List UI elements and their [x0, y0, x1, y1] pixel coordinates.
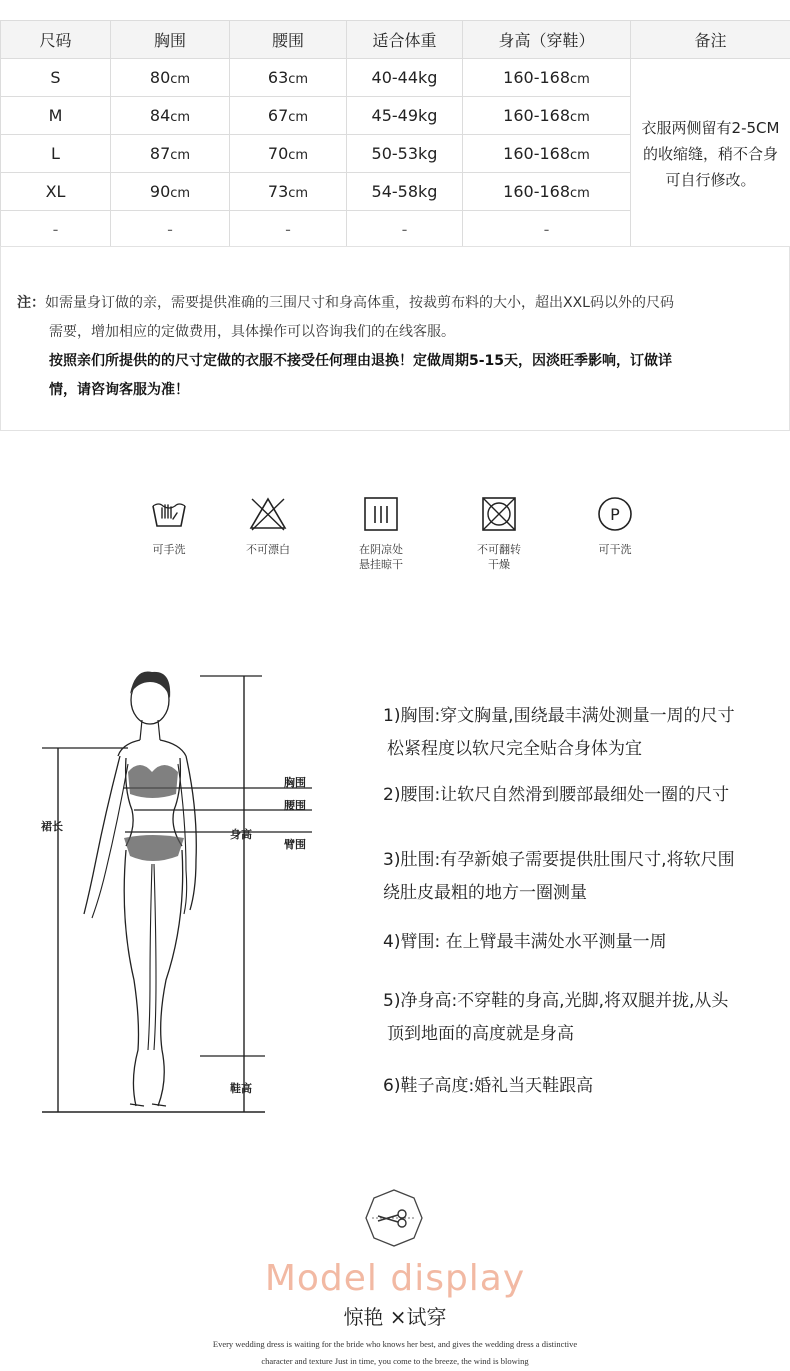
size-cell: M [1, 97, 111, 135]
height-cell: 160-168cm [463, 135, 631, 173]
notice-line-3: 按照亲们所提供的的尺寸定做的衣服不接受任何理由退换！定做周期5-15天，因淡旺季影响，订做详 [49, 353, 673, 369]
note-cell: 衣服两侧留有2-5CM 的收缩缝，稍不合身 可自行修改。 [631, 59, 790, 249]
table-row [1, 59, 790, 97]
chest-cell: 84cm [111, 97, 230, 135]
model-display-subtitle: 惊艳 ×试穿 [343, 1305, 447, 1329]
care-caption: 可干洗 [598, 543, 632, 556]
size-cell: XL [1, 173, 111, 211]
measure-item-waist: 2)腰围:让软尺自然滑到腰部最细处一圈的尺寸 [383, 785, 730, 805]
header-weight: 适合体重 [347, 21, 463, 59]
no-bleach-icon [248, 496, 288, 532]
header-size: 尺码 [1, 21, 111, 59]
custom-order-notice [0, 246, 790, 431]
waist-cell: 63cm [230, 59, 347, 97]
care-caption: 不可漂白 [246, 543, 290, 556]
empty-cell: - [111, 211, 230, 249]
dry-clean-icon [595, 496, 635, 532]
svg-text:P: P [610, 505, 620, 524]
height-cell: 160-168cm [463, 97, 631, 135]
scissors-badge-icon [364, 1188, 424, 1248]
measure-item-arm: 4)臂围: 在上臂最丰满处水平测量一周 [383, 932, 667, 952]
measurement-figure [40, 660, 320, 1120]
height-cell: 160-168cm [463, 173, 631, 211]
chest-label: 胸围 [284, 776, 306, 789]
weight-cell: 40-44kg [347, 59, 463, 97]
hand-wash-icon [149, 496, 189, 532]
weight-cell: 54-58kg [347, 173, 463, 211]
care-caption: 可手洗 [152, 543, 186, 556]
care-item-shade-dry [336, 496, 426, 572]
chest-cell: 90cm [111, 173, 230, 211]
waist-cell: 70cm [230, 135, 347, 173]
empty-cell: - [230, 211, 347, 249]
body-sketch [40, 660, 320, 1120]
measure-item-chest: 1)胸围:穿文胸量,围绕最丰满处测量一周的尺寸 松紧程度以软尺完全贴合身体为宜 [383, 706, 735, 759]
height-cell: 160-168cm [463, 59, 631, 97]
care-caption: 在阴凉处 悬挂晾干 [359, 543, 403, 571]
waist-cell: 73cm [230, 173, 347, 211]
shade-dry-icon [361, 496, 401, 532]
header-height: 身高（穿鞋） [463, 21, 631, 59]
no-tumble-dry-icon [479, 496, 519, 532]
care-item-no-tumble-dry [454, 496, 544, 572]
notice-line-1: 如需量身订做的亲，需要提供准确的三围尺寸和身高体重，按裁剪布料的大小，超出XXL码以外的尺码 [45, 295, 674, 311]
notice-line-4: 情，请咨询客服为准！ [49, 382, 189, 398]
notice-line-2: 需要，增加相应的定做费用，具体操作可以咨询我们的在线客服。 [49, 324, 455, 340]
care-item-dry-clean [570, 496, 660, 557]
weight-cell: 50-53kg [347, 135, 463, 173]
height-label: 身高 [230, 828, 252, 841]
chest-cell: 87cm [111, 135, 230, 173]
notice-label: 注： [17, 295, 45, 311]
arm-label: 臂围 [284, 838, 306, 851]
weight-cell: 45-49kg [347, 97, 463, 135]
care-caption: 不可翻转 干燥 [477, 543, 521, 571]
empty-cell: - [1, 211, 111, 249]
care-item-no-bleach [223, 496, 313, 557]
skirt-length-label: 裙长 [41, 820, 63, 833]
size-table-header [1, 21, 790, 59]
size-cell: L [1, 135, 111, 173]
measure-item-belly: 3)肚围:有孕新娘子需要提供肚围尺寸,将软尺围 绕肚皮最粗的地方一圈测量 [383, 850, 735, 903]
chest-cell: 80cm [111, 59, 230, 97]
empty-cell: - [463, 211, 631, 249]
header-waist: 腰围 [230, 21, 347, 59]
empty-cell: - [347, 211, 463, 249]
measure-item-height: 5)净身高:不穿鞋的身高,光脚,将双腿并拢,从头 顶到地面的高度就是身高 [383, 991, 729, 1044]
measure-item-shoe: 6)鞋子高度:婚礼当天鞋跟高 [383, 1076, 594, 1096]
size-table [0, 20, 790, 246]
care-item-hand-wash [124, 496, 214, 557]
size-cell: S [1, 59, 111, 97]
shoe-label: 鞋高 [230, 1082, 252, 1095]
waist-label: 腰围 [284, 799, 306, 812]
header-chest: 胸围 [111, 21, 230, 59]
model-display-title: Model display [264, 1258, 526, 1299]
waist-cell: 67cm [230, 97, 347, 135]
footer-tagline: Every wedding dress is waiting for the bride who knows her best, and gives the wedding dress a distinctive character and texture Just in time, you come to the breeze, the wind is blowing [212, 1339, 578, 1366]
header-note: 备注 [631, 21, 790, 59]
